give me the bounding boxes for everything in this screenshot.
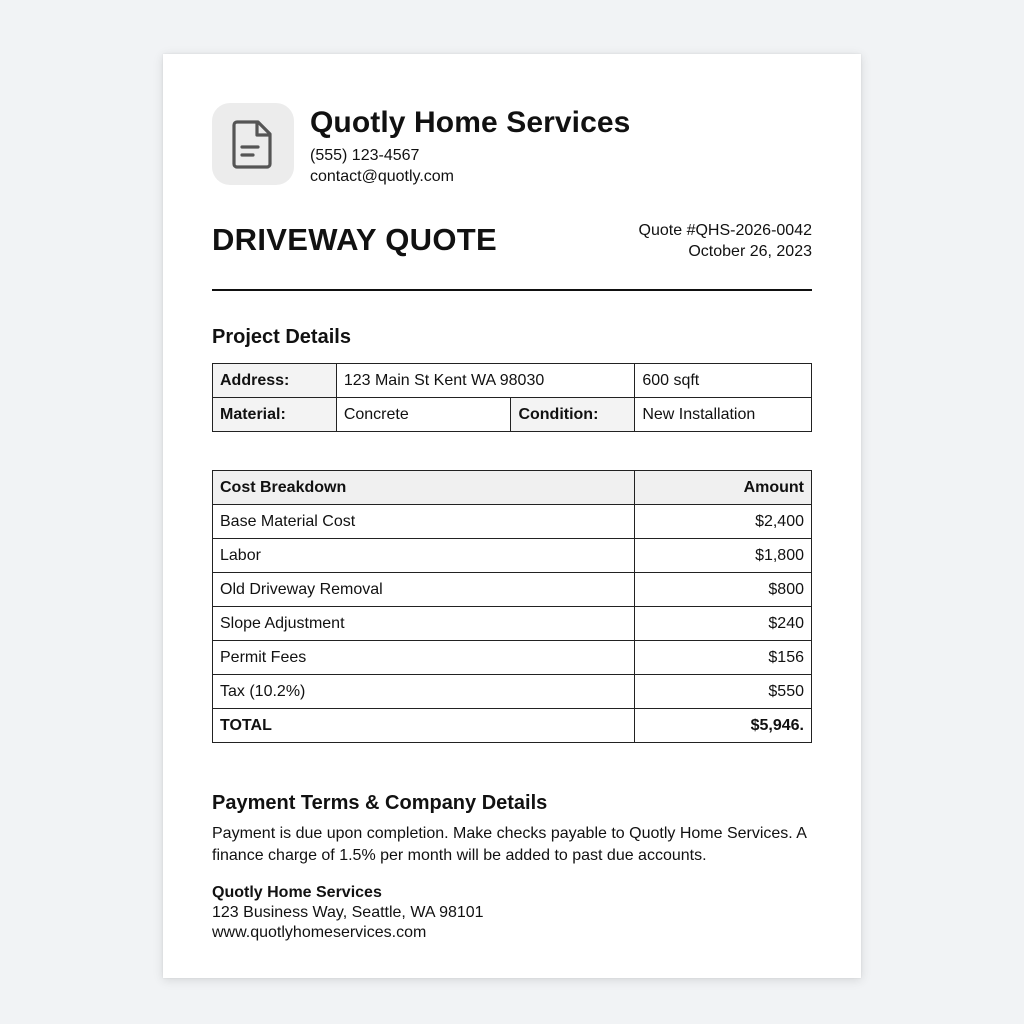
footer-website: www.quotlyhomeservices.com bbox=[212, 924, 427, 941]
cost-amount: $1,800 bbox=[635, 539, 812, 573]
cost-amount: $550 bbox=[635, 675, 812, 709]
cost-item: Labor bbox=[213, 539, 635, 573]
company-phone: (555) 123-4567 bbox=[310, 147, 420, 164]
cost-header-item: Cost Breakdown bbox=[213, 471, 635, 505]
document-title: DRIVEWAY QUOTE bbox=[212, 222, 497, 257]
payment-terms-text: Payment is due upon completion. Make checks payable to Quotly Home Services. A finance charge of 1.5% per month will be added to past due accounts. bbox=[212, 825, 807, 864]
cost-amount: $156 bbox=[635, 641, 812, 675]
total-row bbox=[213, 709, 812, 743]
table-row bbox=[213, 364, 812, 398]
cost-amount: $800 bbox=[635, 573, 812, 607]
table-row bbox=[213, 505, 812, 539]
table-row bbox=[213, 573, 812, 607]
cost-item: Permit Fees bbox=[213, 641, 635, 675]
quote-meta bbox=[639, 220, 812, 262]
header-divider bbox=[212, 289, 812, 291]
cost-header-amount: Amount bbox=[635, 471, 812, 505]
table-header-row bbox=[213, 471, 812, 505]
total-label: TOTAL bbox=[213, 709, 635, 743]
table-row bbox=[213, 539, 812, 573]
cost-amount: $240 bbox=[635, 607, 812, 641]
table-row bbox=[213, 641, 812, 675]
table-row bbox=[213, 675, 812, 709]
cost-item: Slope Adjustment bbox=[213, 607, 635, 641]
payment-terms-heading: Payment Terms & Company Details bbox=[212, 792, 548, 814]
footer-company-name: Quotly Home Services bbox=[212, 884, 382, 901]
company-name: Quotly Home Services bbox=[310, 106, 631, 139]
total-amount: $5,946. bbox=[635, 709, 812, 743]
material-value: Concrete bbox=[336, 398, 511, 432]
quote-document bbox=[163, 54, 861, 978]
project-details-table bbox=[212, 363, 812, 432]
table-row bbox=[213, 607, 812, 641]
size-value: 600 sqft bbox=[635, 364, 812, 398]
project-details-heading: Project Details bbox=[212, 326, 351, 348]
table-row bbox=[213, 398, 812, 432]
document-icon bbox=[231, 119, 275, 169]
address-value: 123 Main St Kent WA 98030 bbox=[336, 364, 634, 398]
cost-item: Old Driveway Removal bbox=[213, 573, 635, 607]
condition-label: Condition: bbox=[511, 398, 635, 432]
company-email: contact@quotly.com bbox=[310, 168, 455, 185]
quote-date: October 26, 2023 bbox=[688, 243, 812, 260]
address-label: Address: bbox=[213, 364, 337, 398]
condition-value: New Installation bbox=[635, 398, 812, 432]
cost-amount: $2,400 bbox=[635, 505, 812, 539]
cost-item: Tax (10.2%) bbox=[213, 675, 635, 709]
quote-number: Quote #QHS-2026-0042 bbox=[638, 222, 812, 239]
company-logo bbox=[212, 103, 294, 185]
cost-breakdown-table bbox=[212, 470, 812, 743]
material-label: Material: bbox=[213, 398, 337, 432]
footer-address: 123 Business Way, Seattle, WA 98101 bbox=[212, 904, 484, 921]
cost-item: Base Material Cost bbox=[213, 505, 635, 539]
